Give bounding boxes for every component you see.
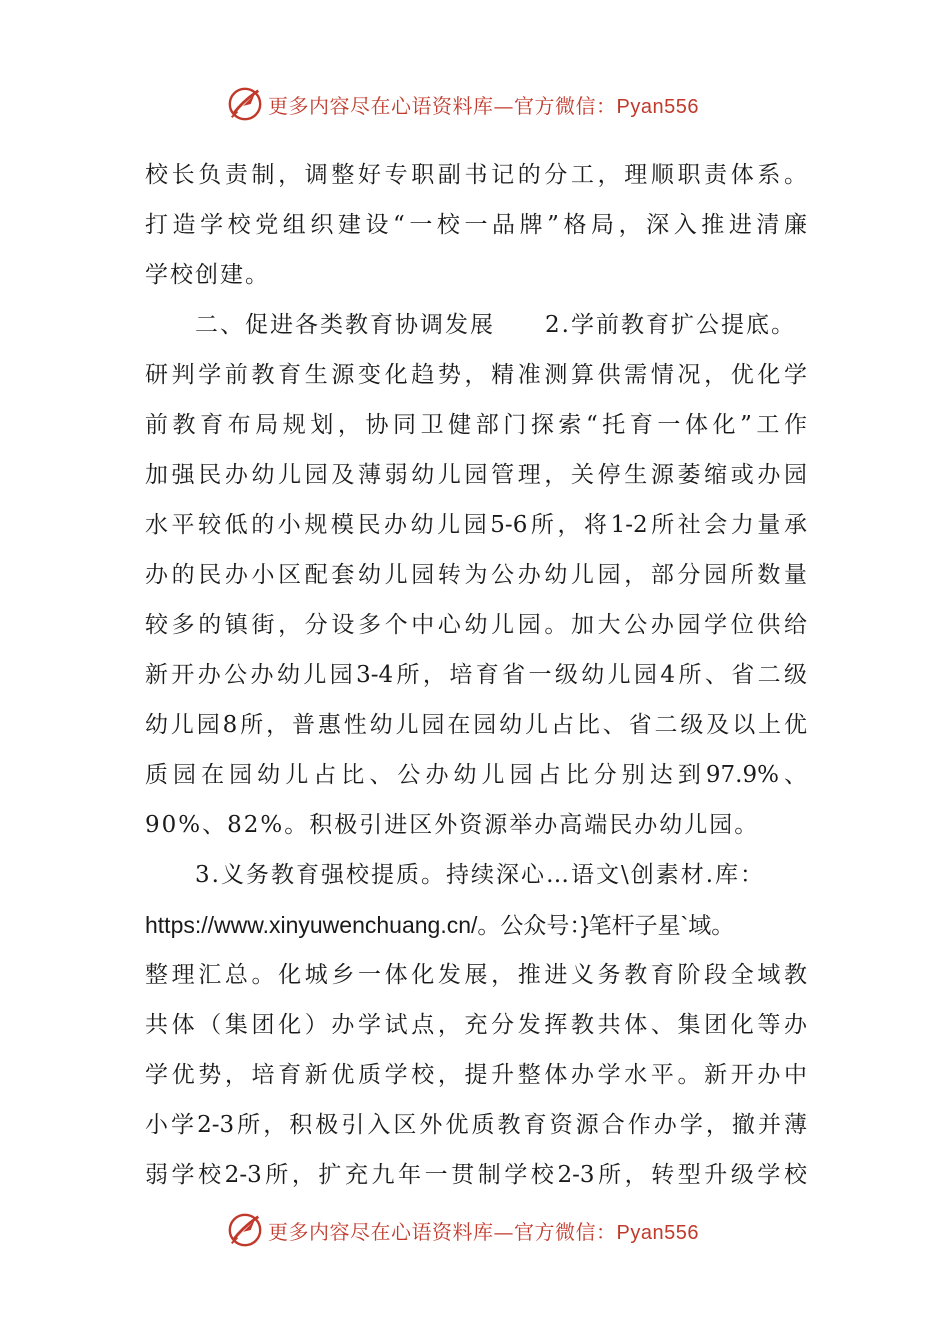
quill-logo-icon: [226, 85, 264, 123]
text-line: 水平较低的小规模民办幼儿园5-6所，将1-2所社会力量承: [145, 512, 807, 538]
section-heading: 3.义务教育强校提质。持续深心…语文\创素材.库：: [195, 862, 766, 888]
text-line: 小学2-3所，积极引入区外优质教育资源合作办学，撤并薄: [145, 1112, 807, 1138]
watermark-text: 更多内容尽在心语资料库—官方微信：Pyan556: [268, 93, 699, 118]
text-line: 研判学前教育生源变化趋势，精准测算供需情况，优化学: [145, 362, 807, 388]
text-line: 加强民办幼儿园及薄弱幼儿园管理，关停生源萎缩或办园: [145, 462, 807, 488]
text-line: 新开办公办幼儿园3-4所，培育省一级幼儿园4所、省二级: [145, 662, 807, 688]
text-line: 学校创建。: [145, 262, 270, 288]
text-line: 质园在园幼儿占比、公办幼儿园占比分别达到97.9%、: [145, 762, 807, 788]
text-line: 打造学校党组织建设“一校一品牌”格局，深入推进清廉: [145, 212, 807, 238]
text-line: 90%、82%。积极引进区外资源举办高端民办幼儿园。: [145, 812, 760, 838]
text-line-url: https://www.xinyuwenchuang.cn/。公众号：}笔杆子星`域。: [145, 912, 735, 938]
text-line: 弱学校2-3所，扩充九年一贯制学校2-3所，转型升级学校: [145, 1162, 807, 1188]
text-line: 共体（集团化）办学试点，充分发挥教共体、集团化等办: [145, 1012, 807, 1038]
text-line: 学优势，培育新优质学校，提升整体办学水平。新开办中: [145, 1062, 807, 1088]
text-line: 办的民办小区配套幼儿园转为公办幼儿园，部分园所数量: [145, 562, 807, 588]
footer-watermark: [0, 1210, 950, 1250]
watermark-text: 更多内容尽在心语资料库—官方微信：Pyan556: [268, 1219, 699, 1244]
section-heading: 二、促进各类教育协调发展 2.学前教育扩公提底。: [195, 312, 796, 338]
text-line: 前教育布局规划，协同卫健部门探索“托育一体化”工作: [145, 412, 807, 438]
header-watermark: [0, 84, 950, 124]
text-line: 整理汇总。化城乡一体化发展，推进义务教育阶段全域教: [145, 962, 807, 988]
document-body: [145, 150, 807, 1200]
text-line: 幼儿园8所，普惠性幼儿园在园幼儿占比、省二级及以上优: [145, 712, 807, 738]
quill-logo-icon: [226, 1211, 264, 1249]
text-line: 校长负责制，调整好专职副书记的分工，理顺职责体系。: [145, 162, 807, 188]
text-line: 较多的镇街，分设多个中心幼儿园。加大公办园学位供给: [145, 612, 807, 638]
